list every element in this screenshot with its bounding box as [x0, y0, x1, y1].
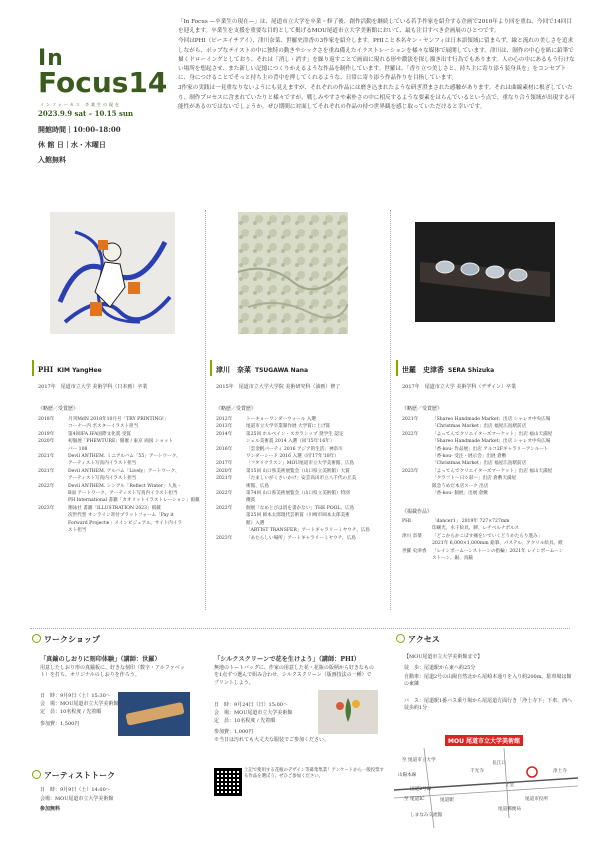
history-row: [216, 490, 370, 497]
admission-free: 入館無料: [38, 155, 66, 164]
history-entry: 「ARTIST TRANSFER」アートギャラリーミヤウチ、広島: [246, 528, 370, 534]
circle-icon: [32, 634, 41, 643]
history-row: [402, 431, 552, 438]
talk-fee: 参加無料: [40, 806, 61, 812]
history-entry: 「よってんでクリエイターズマーケット」出店 福山天満屋: [432, 468, 553, 474]
history-entry: 次世代型 オンライン寄付プラットフォーム「Pay it: [68, 513, 174, 519]
workshop1-title: 「真鍮のしおりに刻印体験」（講師：世羅）: [40, 656, 161, 663]
history-row: [402, 483, 552, 490]
history-row: [38, 505, 200, 512]
history-year: [402, 423, 432, 430]
history-entry: 「フタリクラスン」MOU尾道市立大学美術館、広島: [246, 461, 355, 467]
history-entry: 第25回 ホルベイン・スカラシップ 奨学生 認定: [246, 431, 344, 437]
history-entry: 尾道市立大学卒業制作展 大学賞に上げ賞: [246, 424, 331, 430]
history-year: [38, 512, 68, 519]
history-entry: 「Shareo Handmade Market」出店 シャレオ中央広場: [432, 417, 551, 422]
history-entry: 「香-kou- 作品展」出店 アルコ2Fギャラリーアンルート: [432, 446, 549, 452]
history-label: 《略歴／受賞歴》: [402, 406, 443, 412]
history-row: [216, 453, 370, 460]
history-entry: 「よってんでクリエイターズマーケット」出店 福山天満屋: [432, 431, 553, 437]
history-entry: 「Shareo Handmade Market」出店 シャレオ中央広場: [432, 439, 551, 445]
history-row: [402, 525, 563, 532]
history-entry: 「クラフト～日々彩～」出店 倉敷天満屋: [432, 476, 517, 482]
history-row: [216, 512, 370, 519]
history-row: [38, 490, 200, 497]
artist-name-ja: 世羅 史津香: [402, 365, 444, 374]
talk-venue: 会場：MOU尾道市立大学美術館: [40, 796, 114, 802]
history-year: [216, 438, 246, 445]
history-row: [38, 460, 200, 467]
workshop2-note: ※当日は汚れても大丈夫な服装でご参加ください。: [214, 737, 330, 743]
artist-education: 2015年 尾道市立大学大学院 美術研究科（油画）修了: [216, 384, 341, 390]
history-year: PHI: [402, 519, 411, 524]
access-walk: 徒 歩：尾道駅から東へ約25分: [404, 665, 476, 671]
map-label: 尾道市役所: [525, 797, 548, 802]
history-entry: Forward Project※」メインビジュアル、サイト内イラ: [68, 520, 183, 526]
history-year: [216, 512, 246, 519]
history-row: [216, 527, 370, 534]
closed-days: 休 館 日｜水・木曜日: [38, 140, 106, 149]
history-row: [402, 416, 552, 423]
history-row: [38, 475, 200, 482]
map-label: 尾道駅: [440, 798, 454, 803]
artist-name-en: TSUGAWA Nana: [255, 367, 309, 374]
history-entry: Devil ANTHEM. アルバム「Lively」アートワーク、: [68, 468, 180, 474]
artist-talk-title: アーティストトーク: [32, 770, 115, 781]
history-year: 2016年: [216, 446, 233, 452]
history-year: 2022年: [216, 491, 233, 497]
column-divider: [205, 210, 206, 610]
history-year: 2019年: [38, 431, 55, 437]
history-year: [38, 527, 68, 534]
history-entry: アーティスト写真内イラスト担当: [68, 476, 137, 482]
history-entry: バー 108: [68, 446, 88, 452]
artist-name-en: SERA Shizuka: [448, 367, 495, 374]
history-year: 2022年: [38, 483, 55, 489]
artist-education: 2017年 尾道市立大学 美術学科（デザイン）卒業: [402, 384, 516, 390]
history-entry: トーキョーワンダーウォール 入選: [246, 417, 316, 422]
workshop1-desc: 用意したしおり形の真鍮板に、好きな刻印（数字・アルファベット）を打ち、オリジナルのしおりを作ろう。: [40, 665, 185, 679]
history-row: [402, 548, 563, 555]
history-row: [402, 555, 563, 562]
history-entry: 阪急うめだ本店スーク 出店: [432, 483, 489, 489]
history-row: [402, 460, 552, 467]
history-year: 世羅 史津香: [402, 548, 427, 554]
artwork-sera: [415, 222, 555, 322]
history-year: [402, 490, 432, 497]
history-year: [402, 453, 432, 460]
history-row: [38, 512, 200, 519]
intro-text: [178, 18, 576, 113]
history-year: [38, 490, 68, 497]
history-entry: コーナー内 ポスターイラスト担当: [68, 424, 139, 430]
history-row: [402, 533, 563, 540]
access-car: 自動車：尾道2号の山陽自然北から尾崎本通りを入り約200m。駐車場は館の東隣: [404, 674, 572, 688]
history-row: [402, 540, 563, 547]
bookmark-photo: [118, 692, 190, 736]
history-row: [216, 497, 370, 504]
exhibition-dates: 2023.9.9 sat – 10.15 sun: [38, 109, 134, 118]
history-row: [38, 497, 200, 504]
history-row: [402, 475, 552, 482]
history-row: [402, 468, 552, 475]
history-list-phi: [38, 416, 203, 535]
map-label: 尾道郵便局: [498, 807, 521, 812]
workshop2-capacity: 定 員：10名程度 / 先着順: [214, 718, 276, 724]
history-year: 2021年: [38, 454, 55, 460]
artist-name-tsugawa: [216, 365, 308, 375]
history-year: 2017年: [216, 461, 233, 467]
access-subhead: 【MOU尾道市立大学美術館まで】: [404, 654, 483, 660]
column-divider: [390, 210, 391, 610]
talk-date: 日 時：9月9日（土）14:00～: [40, 787, 111, 793]
history-year: 2021年: [216, 476, 233, 482]
mou-museum-label: MOU 尾道市立大学美術館: [445, 735, 523, 746]
artwork-tsugawa: [238, 212, 348, 334]
history-year: [216, 483, 246, 490]
workshop2-fee: 参加費：1,000円: [214, 729, 254, 735]
logo-subtitle: インフォーカス 卒業生の現在: [40, 102, 121, 107]
history-year: [216, 453, 246, 460]
intro-paragraph: 3作家の実践は一見重なりないようにも見えますが、それぞれの作品には磨き込まれたような研ぎ澄まされた感触があります。それは曲線素材に根ざしていたり、制作プロセスに含まれていたりと様々ですが、戦しみやすさや素朴さの中に相反するような要素をはらんでいるという点で、重なり合う領域が出現する可能性があるのではないでしょうか。ぜひ期間に対面してそれぞれの作品の持つ世界観を感じ取っていただけると幸いです。: [178, 85, 576, 110]
map-label: 至 尾道市立大学: [402, 758, 436, 763]
history-row: [38, 416, 200, 423]
history-year: 2021年: [402, 417, 419, 422]
history-entry: 「雲金帆パーティ 2016 アジア的生活」神奈川: [246, 446, 343, 452]
history-year: 2012年: [216, 417, 233, 422]
history-row: [402, 518, 563, 525]
history-entry: Devil ANTHEM. ミニアルバム「55」アートワーク、: [68, 454, 181, 460]
history-entry: PH International 書籍「カオリットイラストレーション」掲載: [68, 498, 200, 504]
workshop1-venue: 会 場：MOU尾道市立大学美術館: [40, 701, 119, 707]
history-year: [38, 475, 68, 482]
history-year: 津川 奈菜: [402, 533, 422, 539]
history-row: [216, 520, 370, 527]
history-row: [216, 460, 370, 467]
history-entry: スト担当: [68, 528, 87, 534]
logo-focus14: Focus14: [38, 66, 168, 99]
history-year: 2023年: [216, 535, 233, 541]
history-row: [402, 423, 552, 430]
history-row: [216, 423, 370, 430]
history-year: [402, 460, 432, 467]
map-label: しまなみ交流館: [410, 813, 443, 818]
history-row: [402, 446, 552, 453]
history-year: [402, 525, 432, 532]
history-row: [402, 490, 552, 497]
works-list: [402, 518, 577, 562]
history-year: [38, 520, 68, 527]
history-entry: 「Christmas Market」出店 福屋広島駅前店: [432, 461, 527, 467]
access-bus: バ ス：尾道駅1番バス乗り場から尾尾道方面行き「浄土寺下」下車、西へ徒歩約1分: [404, 698, 573, 712]
access-title: アクセス: [396, 634, 440, 645]
workshop1-fee: 参加費：1,500円: [40, 721, 80, 727]
history-row: [216, 446, 370, 453]
history-row: [38, 438, 200, 445]
history-year: [402, 483, 432, 490]
history-entry: 術館、広島: [246, 483, 269, 489]
workshop2-title: 「シルクスクリーンで花を生けよう」（講師：PHI）: [214, 656, 360, 663]
history-entry: 「どこからかこぼす痛をいでいくどうかたらり進み」: [432, 533, 543, 539]
artist-education: 2017年 尾道市立大学 美術学科（日本画）卒業: [38, 384, 148, 390]
artist-bar: [396, 360, 398, 376]
history-year: [402, 438, 432, 445]
history-entry: シェル美術賞 2014 入選（同'15年'16年）: [246, 439, 335, 445]
history-row: [216, 475, 370, 482]
opening-hours: 開館時間｜10:00–18:00: [38, 125, 121, 134]
history-year: [38, 446, 68, 453]
artist-bar: [210, 360, 212, 376]
workshop1-date: 日 時：9月9日（土）15:30～: [40, 693, 111, 699]
tote-bag-photo: [318, 690, 378, 734]
history-year: [216, 497, 246, 504]
map-label: 千光寺: [470, 769, 484, 774]
history-entry: 「香-kou- 個展」出展 倉敷: [432, 491, 488, 497]
history-entry: 「たましいがくさいかけ」安芸高田市立八千代の丘美: [246, 476, 357, 482]
history-entry: 翔泳社 書籍「ILLUSTRATION 2023」掲載: [68, 505, 161, 511]
history-row: [38, 527, 200, 534]
workshop-title: ワークショップ: [32, 634, 100, 645]
history-year: [402, 555, 432, 562]
history-row: [216, 416, 370, 423]
workshop2-venue: 会 場：MOU尾道市立大学美術館: [214, 710, 293, 716]
history-row: [38, 468, 200, 475]
workshop2-desc: 無地のトートバッグに、作家の用意した花・花瓶の版柄から好きなものを1点ずつ選んで組み合わせ、シルクスクリーン（版画技法の一種）でプリントしよう。: [214, 665, 374, 686]
history-entry: 館）入選: [246, 520, 265, 526]
history-row: [38, 520, 200, 527]
history-entry: 月刊MdN 2018年10月号「TRY PRINTING!」: [68, 417, 169, 422]
history-year: 2013年: [216, 424, 233, 430]
history-row: [402, 438, 552, 445]
history-year: 2014年: [216, 431, 233, 437]
logo-in: In: [38, 46, 64, 71]
qr-description: 上記で使用する花瓶のデザイン等募集集業！アンケートから一般投票する作品を選ぼう。ぜひご参加ください。: [244, 768, 384, 780]
history-row: [216, 535, 370, 542]
section-divider: [30, 628, 570, 629]
history-entry: 「Christmas Market」出店 福屋広島駅前店: [432, 424, 527, 430]
workshop2-date: 日 時：9月24日（日）15:00～: [214, 702, 288, 708]
history-row: [402, 453, 552, 460]
history-entry: ワンダーシード 2016 入選（同'17年'18年）: [246, 454, 339, 460]
history-entry: 第15回 山口県美術展覧会（山口県立美術館）大賞: [246, 468, 350, 474]
history-year: [402, 540, 432, 547]
works-label: 《掲載作品》: [402, 509, 433, 515]
history-row: [216, 468, 370, 475]
history-year: [216, 520, 246, 527]
history-entry: B面 アートワーク、アーティスト写真内イラスト担当: [68, 491, 178, 497]
history-entry: 「香-kou- 受注・展示会」出展 倉敷: [432, 454, 507, 460]
history-entry: Devil ANTHEM. シングル「Reflect Winter」人魚・: [68, 483, 182, 489]
history-year: 2020年: [216, 468, 233, 474]
history-row: [216, 483, 370, 490]
history-year: [38, 497, 68, 504]
history-list-tsugawa: [216, 416, 388, 542]
history-entry: 優賞: [246, 498, 256, 504]
history-entry: 「あたらしい場所」アートギャラリーミヤウチ、広島: [246, 535, 356, 541]
circle-icon: [396, 634, 405, 643]
history-row: [38, 431, 200, 438]
artist-name-phi: [38, 365, 102, 374]
intro-paragraph: 今回はPHI（ピーエイチアイ）、津川奈菜、世羅史津香の3作家を紹介します。PHIこと本名キン・ヤンフィは日本語領域に留まらず、線と流れの美しさを追求しながら、ポップなテイストの中に独特の動きやシックさを重ね備えたイラストレーションを様々な媒体で展開しています。津川は、制作の中心を紙に鉛筆で描くドローイングとしており、それは「消し・消す」を繰り返すことで画面に現れる形や濃淡を探し描き出す行為でもあります。人の心の中にあるもう行けない場所を想起させ、また新しい記憶につくりかえるような作品を制作しています。世羅は、「香り立つ美しさと、持ち主に寄り添う装身具を」をコンセプトに、身につけることでそっと持ち主の背中を押してくれるような、日常に寄り添う作品作りを目指しています。: [178, 38, 575, 82]
circle-icon: [32, 770, 41, 779]
history-row: [216, 438, 370, 445]
history-year: 2022年: [216, 505, 233, 511]
history-entry: ストーン、銀、真鍮: [432, 556, 473, 562]
history-row: [38, 446, 200, 453]
history-year: 2023年: [38, 505, 55, 511]
history-entry: 初個展「PHEWTURE」開催 / 東京 両国 ショット: [68, 439, 174, 445]
intro-paragraph: 「In Focus —卒業生の現在—」は、尾道市立大学を卒業・修了後、創作活動を継続している若手作家を紹介する企画で2010年より回を重ね、今回で14回目を迎えます。卒業生を支援を重要な目的として掲げるMOU尾道市立大学美術館において、最も注目すべき企画展のひとつです。: [178, 19, 573, 35]
history-row: [38, 453, 200, 460]
history-year: 2023年: [402, 468, 419, 474]
history-year: 2022年: [402, 431, 419, 437]
history-year: 2018年: [38, 417, 55, 422]
history-entry: 2021年 6,000×1,000mm 鉛筆、パステル、アクリル絵具、紙: [432, 541, 563, 547]
history-row: [216, 431, 370, 438]
map-label: 至 尾道IC: [404, 797, 425, 802]
history-entry: 「レインボームーンストーンの指輪」2021年 レインボームーン: [432, 548, 564, 554]
history-year: [402, 475, 432, 482]
history-row: [38, 483, 200, 490]
history-entry: 第4回IFA IFA国際文化賞 受賞: [68, 431, 132, 437]
history-label: 《略歴／受賞歴》: [38, 406, 79, 412]
map-label: 土堂: [505, 783, 515, 788]
history-entry: 第74回 山口県美術展覧会（山口県立美術館）特別: [246, 491, 350, 497]
history-list-sera: [402, 416, 577, 497]
history-entry: アーティスト写真内イラスト担当: [68, 461, 137, 467]
history-entry: 第25回 岡本太郎現代芸術賞（川崎市岡本太郎美術: [246, 513, 350, 519]
history-row: [216, 505, 370, 512]
artist-bar: [32, 360, 34, 376]
artist-name-en: KIM YangHee: [57, 367, 102, 374]
map-label: 山陽本線: [398, 773, 417, 778]
workshop1-capacity: 定 員：10名程度 / 先着順: [40, 709, 102, 715]
artist-name-ja: 津川 奈菜: [216, 365, 251, 374]
history-year: [216, 527, 246, 534]
map-label: 長江口: [492, 761, 506, 766]
map-label: 国道2号線: [410, 787, 432, 792]
artist-name-ja: PHI: [38, 365, 54, 374]
qr-code[interactable]: [214, 768, 242, 796]
history-entry: 「dancer1」 2019年 727×727mm: [432, 519, 510, 524]
history-entry: 個展「なめとびは消を書かない」THE POOL、広島: [246, 505, 355, 511]
history-year: 2021年: [38, 468, 55, 474]
history-year: [38, 460, 68, 467]
history-entry: 印刷光、水干絵具、膠、レチベルナポルス: [432, 526, 520, 532]
history-year: [402, 446, 432, 453]
artwork-phi: [50, 212, 175, 334]
map-label: 浄土寺: [553, 769, 567, 774]
history-year: 2020年: [38, 439, 55, 445]
history-row: [38, 423, 200, 430]
history-year: [38, 423, 68, 430]
history-label: 《略歴／受賞歴》: [216, 406, 257, 412]
artist-name-sera: [402, 365, 494, 375]
